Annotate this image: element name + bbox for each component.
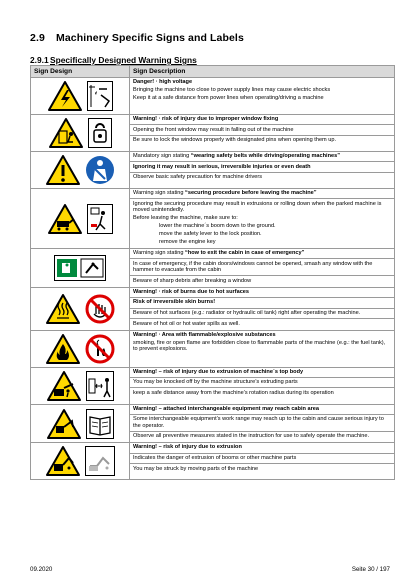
sign-design-cell (31, 152, 130, 189)
description-line: move the safety lever to the lock position. (159, 231, 262, 238)
line-separator (130, 463, 394, 464)
description-line: Warning! – attached interchangeable equipment may reach cabin area (133, 405, 319, 412)
description-line: lower the machine´s boom down to the ground. (159, 223, 276, 230)
description-line: Opening the front window may result in falling out of the machine (133, 126, 294, 133)
section-title: Machinery Specific Signs and Labels (56, 32, 244, 44)
sign-design-cell (31, 249, 130, 288)
exclamation-triangle-icon (45, 154, 81, 186)
description-line: Be sure to lock the windows properly with designated pins when opening them up. (133, 137, 337, 144)
line-separator (130, 135, 394, 136)
high-voltage-triangle-icon (47, 80, 83, 112)
description-line: Beware of hot surfaces (e.g.: radiator or hydraulic oil tank) right after operating the machine. (133, 310, 361, 317)
warning-signs-table (30, 65, 395, 480)
description-line: smoking, fire or open flame are forbidden close to flammable parts of the machine (e.g.: the fuel tank), to prevent explosions. (133, 339, 386, 353)
subsection-number: 2.9.1 (30, 55, 49, 65)
line-separator (130, 377, 394, 378)
line-separator (130, 258, 394, 259)
rolling-machine-triangle-icon (47, 203, 83, 235)
line-separator (130, 172, 394, 173)
sign-design-cell (31, 287, 130, 330)
table-row (31, 78, 395, 115)
table-row (31, 404, 395, 443)
sign-description-cell (130, 249, 395, 288)
line-separator (130, 198, 394, 199)
table-row (31, 249, 395, 288)
description-line: Indicates the danger of extrusion of booms or other machine parts (133, 455, 297, 461)
table-row (31, 367, 395, 404)
description-line: Warning! · risk of burns due to hot surfaces (133, 288, 250, 295)
description-line: Observe all preventive measures stated in the instruction for use to safely operate the machine. (133, 433, 369, 440)
description-line: Bringing the machine too close to power supply lines may cause electric shocks (133, 86, 331, 93)
sign-description-cell (130, 367, 395, 404)
sign-design-cell (31, 367, 130, 404)
flammable-triangle-icon (45, 333, 81, 365)
header-sign-design: Sign Design (31, 66, 130, 78)
subsection-title: Specifically Designed Warning Signs (50, 55, 197, 65)
table-row (31, 443, 395, 480)
description-line: Keep it at a safe distance from power lines when operating/driving a machine (133, 94, 324, 101)
line-separator (130, 431, 394, 432)
table-row (31, 287, 395, 330)
line-separator (130, 308, 394, 309)
line-separator (130, 318, 394, 319)
table-header-row (31, 66, 395, 78)
subsection-heading (30, 55, 197, 65)
description-line: Mandatory sign stating “wearing safety belts while driving/operating machines” (133, 153, 341, 159)
description-line: Beware of hot oil or hot water spills as well. (133, 320, 240, 327)
description-line: You may be knocked off by the machine structure’s extruding parts (133, 379, 298, 386)
boom-extrusion-triangle-icon (45, 445, 81, 477)
sign-description-cell (130, 78, 395, 115)
window-pin-icon (88, 118, 112, 148)
description-line: Danger! · high voltage (133, 79, 193, 85)
line-separator (130, 161, 394, 162)
no-fire-icon (85, 334, 115, 364)
sign-design-cell (31, 115, 130, 152)
description-line: keep a safe distance away from the machine’s rotation radius during its operation (133, 389, 334, 396)
sign-design-cell (31, 189, 130, 249)
sign-description-cell (130, 330, 395, 367)
window-falling-triangle-icon (48, 117, 84, 149)
emergency-exit-icon (54, 255, 106, 281)
table-row (31, 330, 395, 367)
crush-triangle-icon (46, 370, 82, 402)
header-sign-description: Sign Description (130, 66, 395, 78)
description-line: Warning! – risk of injury due to extrusion of machine´s top body (133, 368, 304, 375)
description-line: Ignoring it may result in serious, irreversible injuries or even death (133, 163, 311, 170)
description-line: In case of emergency, if the cabin doors/windows cannot be opened, smash any window with the hammer to evacuate from the cabin (133, 260, 373, 274)
seat-belt-icon (85, 155, 115, 185)
section-heading (30, 32, 244, 44)
sign-design-cell (31, 404, 130, 443)
section-number: 2.9 (30, 32, 45, 44)
footer-date: 09.2020 (30, 566, 53, 573)
table-row (31, 152, 395, 189)
description-line: Warning sign stating “how to exit the cabin in case of emergency” (133, 250, 305, 257)
sign-description-cell (130, 115, 395, 152)
description-line: Observe basic safety precaution for machine drivers (133, 174, 263, 181)
keep-distance-icon (86, 371, 114, 401)
description-line: Some interchangeable equipment’s work range may reach up to the cabin and cause serious injury to the operator. (133, 416, 384, 429)
description-line: You may be struck by moving parts of the machine (133, 465, 259, 472)
no-touch-icon (85, 294, 115, 324)
sign-description-cell (130, 443, 395, 480)
sign-design-cell (31, 330, 130, 367)
table-row (31, 189, 395, 249)
description-line: Beware of sharp debris after breaking a window (133, 277, 252, 284)
line-separator (130, 297, 394, 298)
sign-design-cell (31, 78, 130, 115)
hot-surface-triangle-icon (45, 293, 81, 325)
description-line: remove the engine key (159, 239, 216, 246)
manual-book-icon (86, 409, 114, 439)
description-line: Warning! · risk of injury due to improper window fixing (133, 116, 279, 122)
line-separator (130, 414, 394, 415)
table-row (31, 115, 395, 152)
sign-description-cell (130, 152, 395, 189)
line-separator (130, 453, 394, 454)
sign-description-cell (130, 404, 395, 443)
power-line-distance-icon (87, 81, 113, 111)
sign-design-cell (31, 443, 130, 480)
leave-cabin-icon (87, 204, 113, 234)
sign-description-cell (130, 287, 395, 330)
description-line: Warning! – risk of injury due to extrusion (133, 444, 242, 451)
description-line: Warning sign stating “securing procedure before leaving the machine” (133, 190, 317, 196)
description-line: Warning! · Area with flammable/explosive substances (133, 331, 276, 338)
boom-faded-icon (85, 446, 115, 476)
line-separator (130, 387, 394, 388)
description-line: Before leaving the machine, make sure to: (133, 215, 238, 222)
description-line: Risk of irreversible skin burns! (133, 299, 216, 306)
line-separator (130, 275, 394, 276)
line-separator (130, 124, 394, 125)
description-line: Ignoring the securing procedure may result in extrusions or rolling down when the parked machine is moved unintendedly. (133, 200, 382, 214)
equipment-triangle-icon (46, 408, 82, 440)
footer-page-number: Seite 30 / 197 (351, 566, 390, 573)
sign-description-cell (130, 189, 395, 249)
